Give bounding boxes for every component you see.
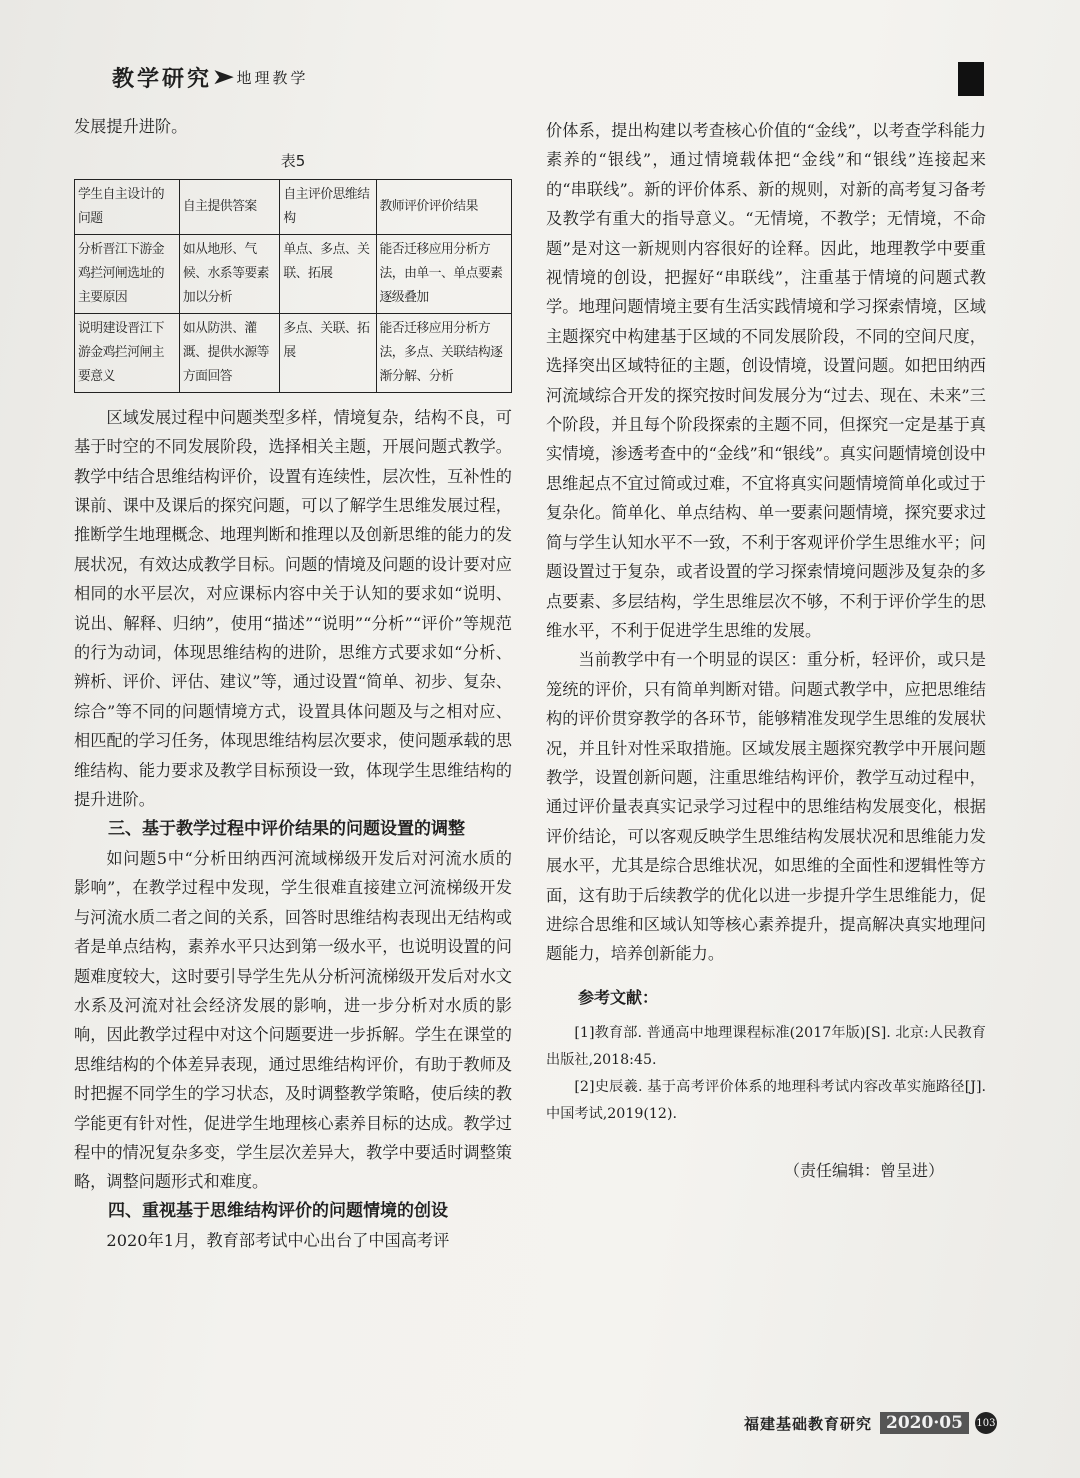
table-cell: 如从地形、气候、水系等要素加以分析 [179, 234, 280, 313]
table-row [75, 313, 512, 392]
intro-line: 发展提升进阶。 [74, 117, 188, 136]
table-cell: 能否迁移应用分析方法，多点、关联结构逐渐分解、分析 [376, 313, 512, 392]
reference-item: [1]教育部. 普通高中地理课程标准(2017年版)[S]. 北京:人民教育出版社,2018:45. [546, 1025, 986, 1069]
left-column [74, 112, 512, 1256]
table-cell: 如从防洪、灌溉、提供水源等方面回答 [179, 313, 280, 392]
column-section: 地理教学 [236, 69, 309, 87]
body-paragraph: 区域发展过程中问题类型多样，情境复杂，结构不良，可基于时空的不同发展阶段，选择相关主题，开展问题式教学。教学中结合思维结构评价，设置有连续性，层次性，互补性的课前、课中及课后的探究问题，可以了解学生思维发展过程，推断学生地理概念、地理判断和推理以及创新思维的能力的发展状况，有效达成教学目标。问题的情境及问题的设计要对应相同的水平层次，对应课标内容中关于认知的要求如“说明、说出、解释、归纳”，使用“描述”“说明”“分析”“评价”等规范的行为动词，体现思维结构的进阶，思维方式要求如“分析、辨析、评价、评估、建议”等，通过设置“简单、初步、复杂、综合”等不同的问题情境方式，设置具体问题及与之相对应、相匹配的学习任务，体现思维结构层次要求，使问题承载的思维结构、能力要求及教学目标预设一致，体现学生思维结构的提升进阶。 [74, 407, 512, 810]
table-row [75, 234, 512, 313]
table-caption: 表5 [280, 152, 306, 171]
table-header-cell: 自主提供答案 [179, 179, 280, 234]
corner-marker [958, 62, 984, 96]
table-cell: 多点、关联、拓展 [280, 313, 376, 392]
table-header-row [75, 179, 512, 234]
body-paragraph: 如问题5中“分析田纳西河流域梯级开发后对河流水质的影响”，在教学过程中发现，学生很难直接建立河流梯级开发与河流水质二者之间的关系，回答时思维结构表现出无结构或者是单点结构，素养水平只达到第一级水平，也说明设置的问题难度较大，这时要引导学生先从分析河流梯级开发后对水文水系及河流对社会经济发展的影响，进一步分析对水质的影响，因此教学过程中对这个问题要进一步拆解。学生在课堂的思维结构的个体差异表现，通过思维结构评价，有助于教师及时把握不同学生的学习状态，及时调整教学策略，使后续的教学能更有针对性，促进学生地理核心素养目标的达成。教学过程中的情况复杂多变，学生层次差异大，教学中要适时调整策略，调整问题形式和难度。 [74, 848, 512, 1192]
editor-credit: （责任编辑：曾呈进） [783, 1161, 944, 1181]
table-cell: 说明建设晋江下游金鸡拦河闸主要意义 [75, 313, 180, 392]
running-header [112, 62, 308, 93]
table-header-cell: 学生自主设计的问题 [75, 179, 180, 234]
journal-name: 福建基础教育研究 [744, 1414, 873, 1433]
body-paragraph: 当前教学中有一个明显的误区：重分析，轻评价，或只是笼统的评价，只有简单判断对错。问题式教学中，应把思维结构的评价贯穿教学的各环节，能够精准发现学生思维的发展状况，并且针对性采取措施。区域发展主题探究教学中开展问题教学，设置创新问题，注重思维结构评价，教学互动过程中，通过评价量表真实记录学习过程中的思维结构发展变化，根据评价结论，可以客观反映学生思维结构发展状况和思维能力发展水平，尤其是综合思维状况，如思维的全面性和逻辑性等方面，这有助于后续教学的优化以进一步提升学生思维能力，促进综合思维和区域认知等核心素养提升，提高解决真实地理问题能力，培养创新能力。 [546, 650, 986, 964]
references-title: 参考文献： [578, 987, 659, 1007]
page-number: 103 [975, 1412, 997, 1434]
section-heading-4: 四、重视基于思维结构评价的问题情境的创设 [108, 1200, 448, 1221]
reference-item: [2]史辰羲. 基于高考评价体系的地理科考试内容改革实施路径[J]. 中国考试,2019(12). [546, 1079, 986, 1123]
body-paragraph: 价体系，提出构建以考查核心价值的“金线”，以考查学科能力素养的“银线”，通过情境载体把“金线”和“银线”连接起来的“串联线”。新的评价体系、新的规则，对新的高考复习备考及教学有重大的指导意义。“无情境，不教学；无情境，不命题”是对这一新规则内容很好的诠释。因此，地理教学中要重视情境的创设，把握好“串联线”，注重基于情境的问题式教学。地理问题情境主要有生活实践情境和学习探索情境，区域主题探究中构建基于区域的不同发展阶段，不同的空间尺度，选择突出区域特征的主题，创设情境，设置问题。如把田纳西河流域综合开发的探究按时间发展分为“过去、现在、未来”三个阶段，并且每个阶段探索的主题不同，但探究一定是基于真实情境，渗透考查中的“金线”和“银线”。真实问题情境创设中思维起点不宜过简或过难，不宜将真实问题情境简单化或过于复杂化。简单化、单点结构、单一要素问题情境，探究要求过简与学生认知水平不一致，不利于客观评价学生思维水平；问题设置过于复杂，或者设置的学习探索情境问题涉及复杂的多点要素、多层结构，学生思维层次不够，不利于评价学生的思维水平，不利于促进学生思维的发展。 [546, 121, 986, 640]
table-cell: 分析晋江下游金鸡拦河闸选址的主要原因 [75, 234, 180, 313]
right-column [546, 116, 986, 1186]
issue-number: 2020·05 [880, 1412, 969, 1434]
table-header-cell: 教师评价评价结果 [376, 179, 512, 234]
table-5 [74, 179, 512, 393]
table-cell: 能否迁移应用分析方法，由单一、单点要素逐级叠加 [376, 234, 512, 313]
table-cell: 单点、多点、关联、拓展 [280, 234, 376, 313]
body-paragraph: 2020年1月，教育部考试中心出台了中国高考评 [106, 1231, 450, 1251]
page-footer [744, 1412, 997, 1434]
column-brand: 教学研究 [112, 67, 213, 92]
table-header-cell: 自主评价思维结构 [280, 179, 376, 234]
arrow-icon: ➤ [211, 65, 236, 90]
section-heading-3: 三、基于教学过程中评价结果的问题设置的调整 [108, 818, 465, 839]
